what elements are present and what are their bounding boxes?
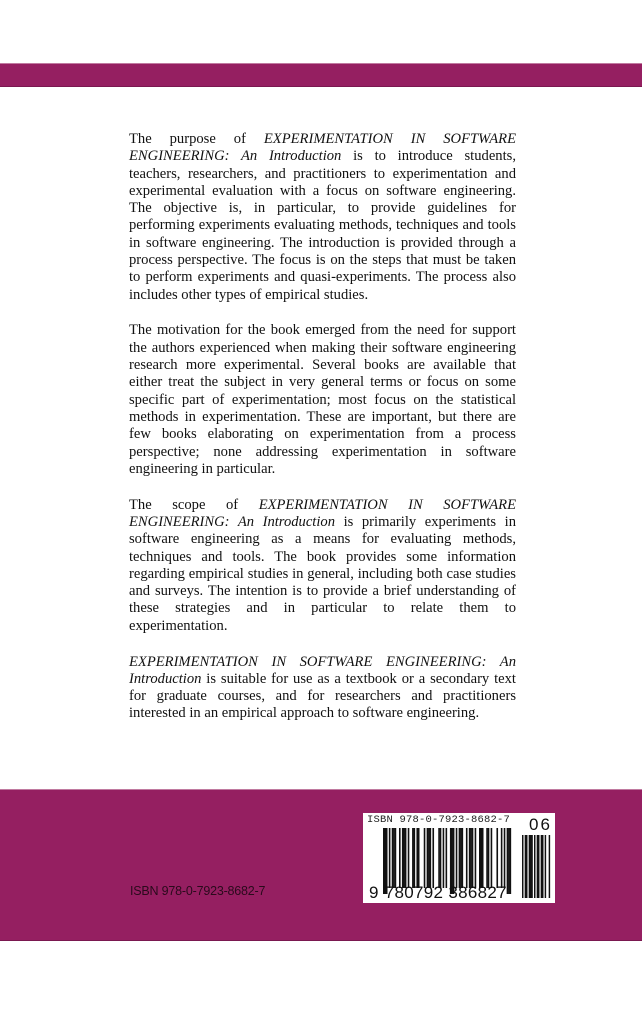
blurb-paragraph [129,497,516,635]
barcode-addon-digits: 06 [529,815,552,834]
blurb-paragraph [129,654,516,723]
book-title-italic: EXPERIMENTATION IN SOFTWARE ENGINEERING: An Introduction [129,131,517,165]
barcode-lead-digit: 9 [369,883,379,902]
blurb-paragraph [129,322,516,478]
barcode-isbn-header: ISBN 978-0-7923-8682-7 [367,814,511,826]
isbn-barcode [363,813,555,903]
blurb-text: is primarily experiments in software engineering as a means for evaluating methods, techniques and tools. The book provides some information regarding empirical studies in general, including both case studies and surveys. The intention is to provide a brief understanding of these strategies and in particular to relate them to experimentation. [129,513,516,634]
back-cover-blurb [129,131,516,741]
blurb-text: is to introduce students, teachers, researchers, and practitioners to experimentation and experimental evaluation with a focus on software engineering. The objective is, in particular, to provide guidelines for performing experiments evaluating methods, techniques and tools in software engineering. The introduction is provided through a process perspective. The focus is on the steps that must be taken to perform experiments and quasi-experiments. The process also includes other types of empirical studies. [129,148,516,303]
blurb-text: is suitable for use as a textbook or a secondary text for graduate courses, and for researchers and practitioners interested in an empirical approach to software engineering. [129,670,516,722]
book-title-italic: EXPERIMENTATION IN SOFTWARE ENGINEERING: An Introduction [129,496,516,530]
isbn-label: ISBN 978-0-7923-8682-7 [130,884,266,898]
blurb-text: The motivation for the book emerged from the need for support the authors experienced when making their software engineering research more experimental. Several books are available that either treat the subject in very general terms or focus on some specific part of experimentation; most focus on the statistical methods in experimentation. These are important, but there are few books elaborating on experimentation from a process perspective; none addressing experimentation in software engineering in particular. [129,322,516,477]
barcode-main-digits: 780792 386827 [384,883,507,902]
blurb-paragraph [129,131,516,304]
blurb-text: The purpose of [129,131,264,147]
book-title-italic: EXPERIMENTATION IN SOFTWARE ENGINEERING: An Introduction [129,653,516,687]
barcode-digits [369,883,507,903]
blurb-text: The scope of [129,496,259,513]
top-color-band [0,63,642,87]
